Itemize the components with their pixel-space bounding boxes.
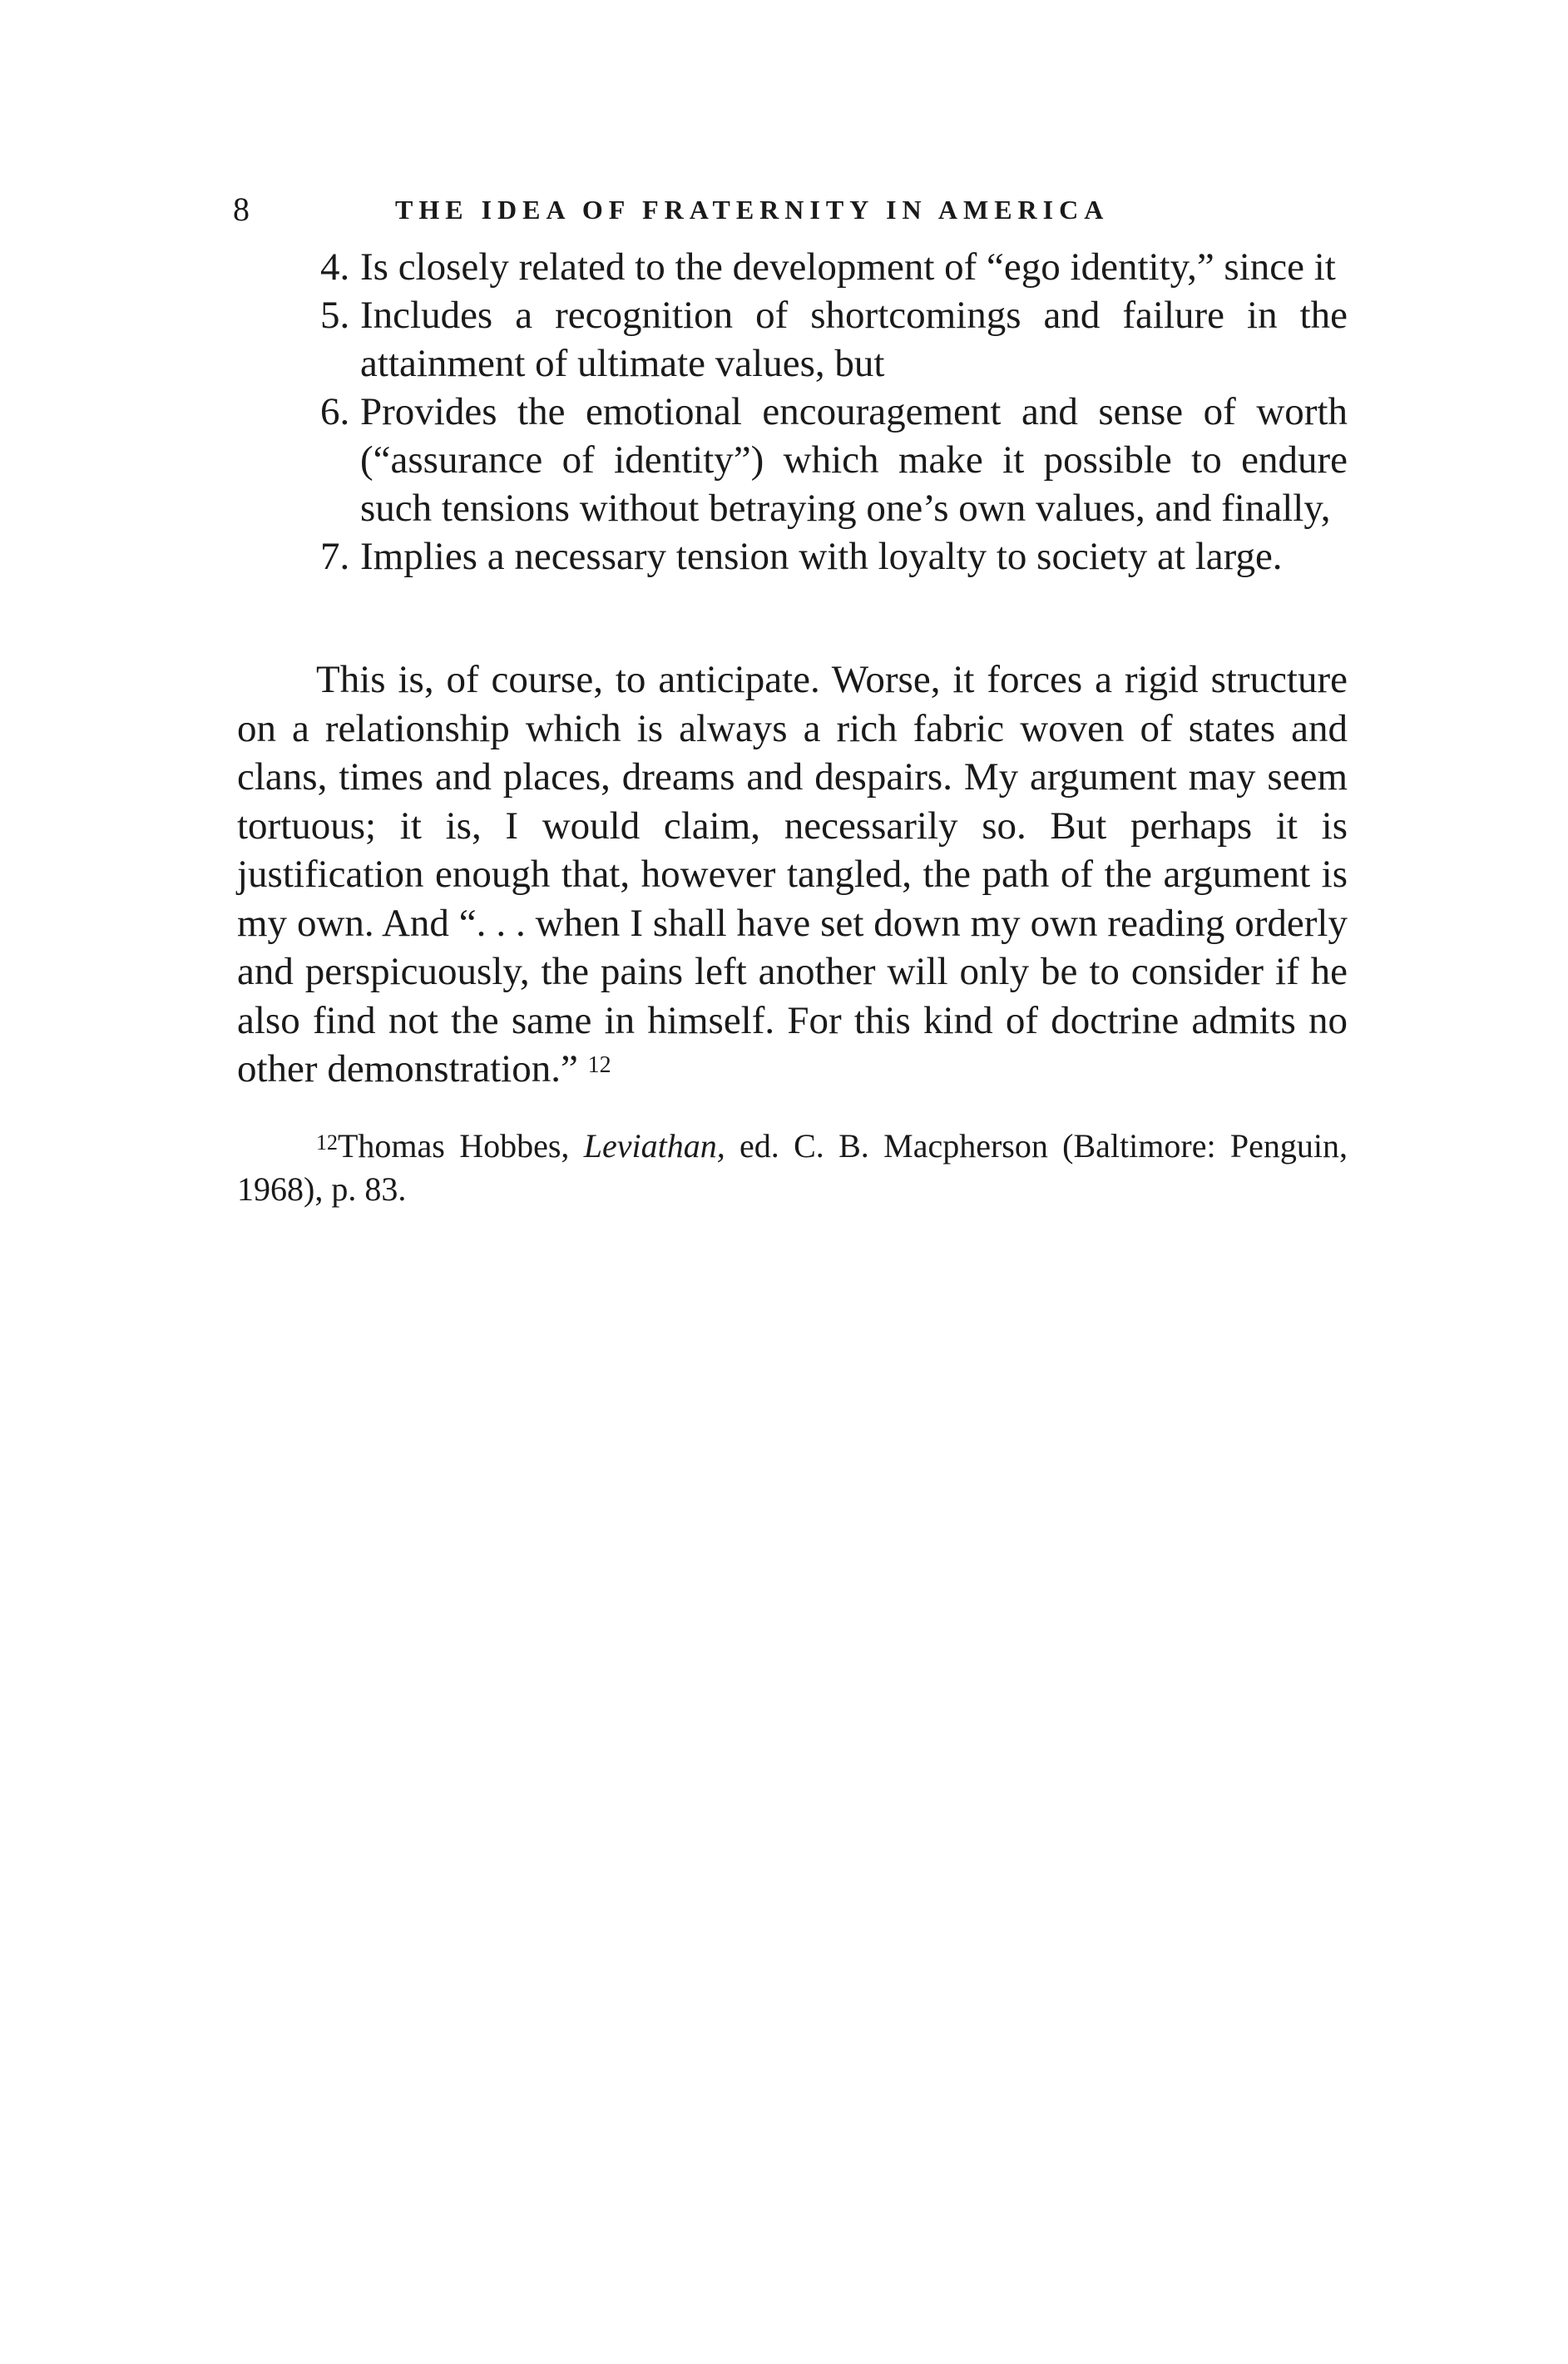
list-item	[320, 388, 1348, 532]
list-item-number: 4.	[320, 245, 350, 289]
list-item	[320, 532, 1348, 581]
numbered-list	[320, 243, 1348, 581]
list-item-text: Includes a recognition of shortcomings and failure in the attainment of ultimate values, but	[360, 294, 1348, 385]
body-paragraph	[237, 655, 1348, 1094]
list-item-number: 6.	[320, 390, 350, 433]
list-item-text: Implies a necessary tension with loyalty to society at large.	[360, 535, 1283, 578]
footnote	[237, 1125, 1348, 1211]
running-head	[233, 185, 1348, 235]
footnote-mark: 12	[316, 1130, 338, 1155]
running-title: THE IDEA OF FRATERNITY IN AMERICA	[395, 195, 1110, 225]
footnote-reference: 12	[587, 1052, 611, 1078]
footnote-citation: ed. C. B. Macpherson (Baltimore: Penguin, 1968), p. 83.	[237, 1127, 1348, 1208]
list-item-text: Is closely related to the development of “ego identity,” since it	[360, 245, 1336, 289]
paragraph-text: This is, of course, to anticipate. Worse, it forces a rigid structure on a relationship which is always a rich fabric woven of states and clans, times and places, dreams and despairs. My argument may seem tortuous; it is, I would claim, necessarily so. But perhaps it is justification enough that, however tangled, the path of the argument is my own. And “. . . when I shall have set down my own reading orderly and perspicuously, the pains left another will only be to consider if he also find not the same in himself. For this kind of doctrine admits no other demonstration.”	[237, 658, 1348, 1091]
footnote-work-title: Leviathan,	[583, 1127, 725, 1165]
list-item-number: 5.	[320, 294, 350, 337]
footnote-author: Thomas Hobbes,	[338, 1127, 570, 1165]
list-item-text: Provides the emotional encouragement and sense of worth (“assurance of identity”) which make it possible to endure such tensions without betraying one’s own values, and finally,	[360, 390, 1348, 530]
page-number: 8	[233, 190, 250, 228]
list-item-number: 7.	[320, 535, 350, 578]
list-item	[320, 243, 1348, 291]
list-item	[320, 291, 1348, 388]
